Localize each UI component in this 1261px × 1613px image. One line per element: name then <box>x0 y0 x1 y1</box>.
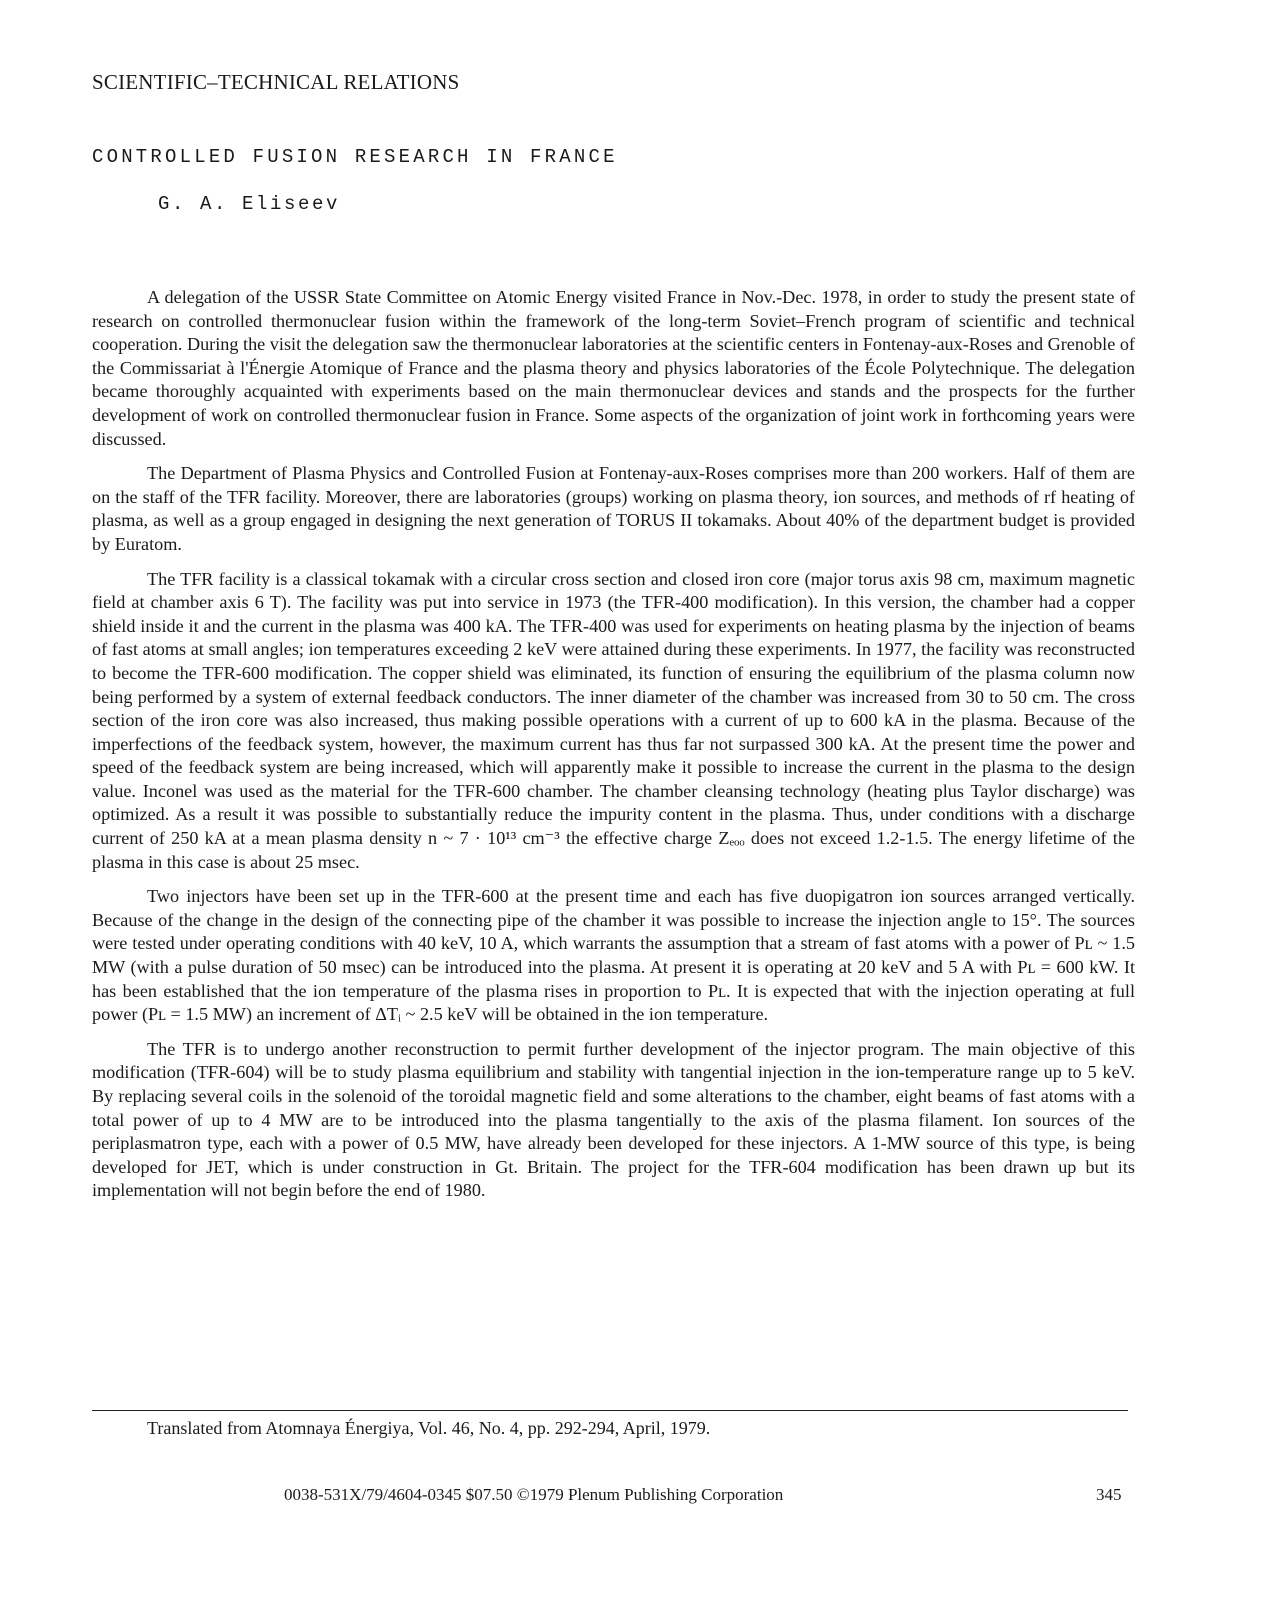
paragraph: The TFR is to undergo another reconstruction to permit further development of the injector program. The main objective of this modification (TFR-604) will be to study plasma equilibrium and stability with tangential injection in the ion-temperature range up to 5 keV. By replacing several coils in the solenoid of the toroidal magnetic field and some alterations to the chamber, eight beams of fast atoms with a total power of up to 4 MW are to be introduced into the plasma tangentially to the axis of the plasma filament. Ion sources of the periplasmatron type, each with a power of 0.5 MW, have already been developed for these injectors. A 1-MW source of this type, is being developed for JET, which is under construction in Gt. Britain. The project for the TFR-604 modification has been drawn up but its implementation will not begin before the end of 1980. <box>92 1038 1135 1201</box>
paragraph: Two injectors have been set up in the TFR-600 at the present time and each has five duopigatron ion sources arranged vertically. Because of the change in the design of the connecting pipe of the chamber it was possible to increase the injection angle to 15°. The sources were tested under operating conditions with 40 keV, 10 A, which warrants the assumption that a stream of fast atoms with a power of Pʟ ~ 1.5 MW (with a pulse duration of 50 msec) can be introduced into the plasma. At present it is operating at 20 keV and 5 A with Pʟ = 600 kW. It has been established that the ion temperature of the plasma rises in proportion to Pʟ. It is expected that with the injection operating at full power (Pʟ = 1.5 MW) an increment of ΔTᵢ ~ 2.5 keV will be obtained in the ion temperature. <box>92 886 1135 1025</box>
page-number: 345 <box>1096 1485 1122 1504</box>
paragraph: The TFR facility is a classical tokamak with a circular cross section and closed iron core (major torus axis 98 cm, maximum magnetic field at chamber axis 6 T). The facility was put into service in 1973 (the TFR-400 modification). In this version, the chamber had a copper shield inside it and the current in the plasma was 400 kA. The TFR-400 was used for experiments on heating plasma by the injection of beams of fast atoms at small angles; ion temperatures exceeding 2 keV were attained during these experiments. In 1977, the facility was reconstructed to become the TFR-600 modification. The copper shield was eliminated, its function of ensuring the equilibrium of the plasma column now being performed by a system of external feedback conductors. The inner diameter of the chamber was increased from 30 to 50 cm. The cross section of the iron core was also increased, thus making possible operations with a current of up to 600 kA in the plasma. Because of the imperfections of the feedback system, however, the maximum current has thus far not surpassed 300 kA. At the present time the power and speed of the feedback system are being increased, which will apparently make it possible to increase the current in the plasma to the design value. Inconel was used as the material for the TFR-600 chamber. The chamber cleansing technology (heating plus Taylor discharge) was optimized. As a result it was possible to substantially reduce the impurity content in the plasma. Thus, under conditions with a discharge current of 250 kA at a mean plasma density n ~ 7 · 10¹³ cm⁻³ the effective charge Zₑₒₒ does not exceed 1.2-1.5. The energy lifetime of the plasma in this case is about 25 msec. <box>92 568 1135 872</box>
paragraph: The Department of Plasma Physics and Controlled Fusion at Fontenay-aux-Roses comprises more than 200 workers. Half of them are on the staff of the TFR facility. Moreover, there are laboratories (groups) working on plasma theory, ion sources, and methods of rf heating of plasma, as well as a group engaged in designing the next generation of TORUS II tokamaks. About 40% of the department budget is provided by Euratom. <box>92 463 1135 554</box>
section-label: SCIENTIFIC–TECHNICAL RELATIONS <box>92 70 460 94</box>
article-title: CONTROLLED FUSION RESEARCH IN FRANCE <box>92 146 618 168</box>
translation-note: Translated from Atomnaya Énergiya, Vol. 46, No. 4, pp. 292-294, April, 1979. <box>147 1418 711 1438</box>
publication-line: 0038-531X/79/4604-0345 $07.50 ©1979 Plenum Publishing Corporation <box>284 1485 784 1504</box>
author-name: G. A. Eliseev <box>158 193 341 215</box>
footnote-divider <box>92 1410 1128 1411</box>
paragraph: A delegation of the USSR State Committee on Atomic Energy visited France in Nov.-Dec. 1978, in order to study the present state of research on controlled thermonuclear fusion within the framework of the long-term Soviet–French program of scientific and technical cooperation. During the visit the delegation saw the thermonuclear laboratories at the scientific centers in Fontenay-aux-Roses and Grenoble of the Commissariat à l'Énergie Atomique of France and the plasma theory and physics laboratories of the École Polytechnique. The delegation became thoroughly acquainted with experiments based on the main thermonuclear devices and stands and the prospects for the further development of work on controlled thermonuclear fusion in France. Some aspects of the organization of joint work in forthcoming years were discussed. <box>92 287 1135 449</box>
article-body <box>92 286 1135 1214</box>
